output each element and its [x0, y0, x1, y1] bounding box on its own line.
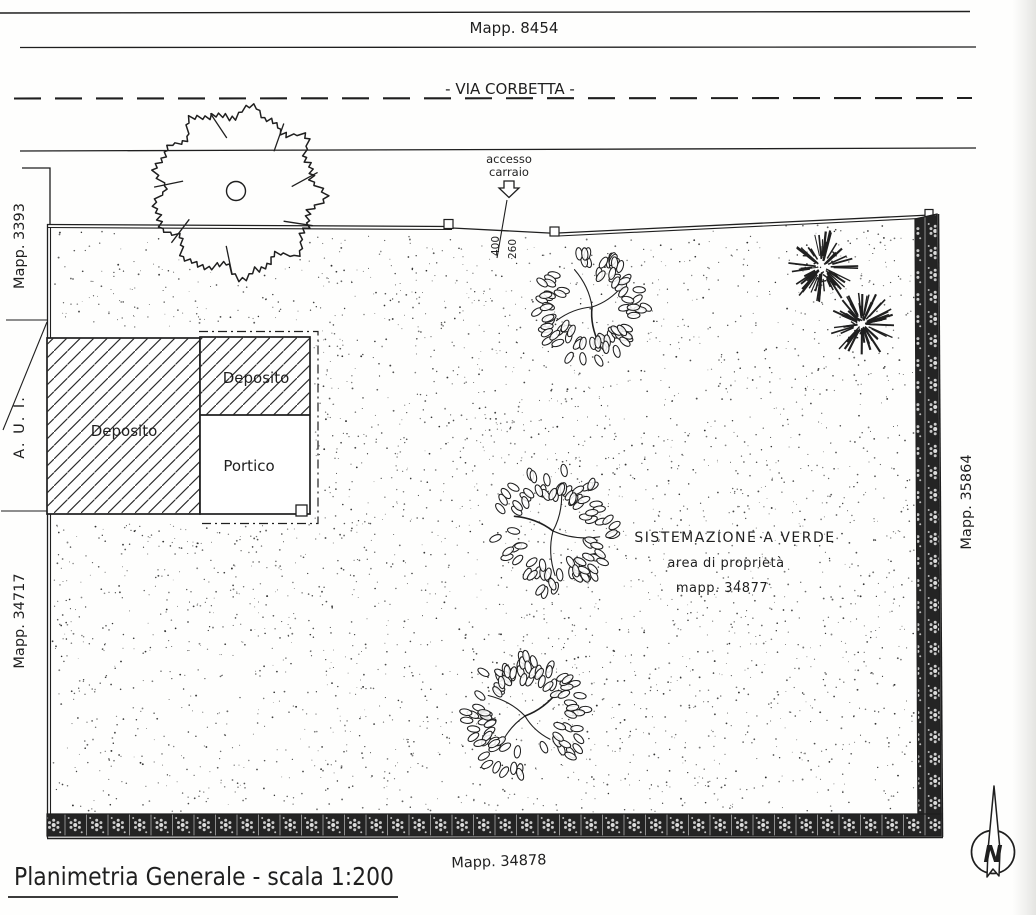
large-tree-trunk — [227, 182, 246, 201]
buildings-group — [47, 332, 318, 524]
access-dim-b: 260 — [507, 238, 519, 260]
portico-corner-detail — [296, 505, 307, 516]
gate-post-left — [444, 220, 453, 229]
parcel-label-top: Mapp. 8454 — [469, 19, 559, 37]
deposito-main-label: Deposito — [90, 422, 158, 440]
scan-edge-shadow — [1012, 0, 1036, 915]
boundary-bottom-outer — [47, 838, 943, 839]
green-area-line1: SISTEMAZIONE A VERDE — [634, 530, 836, 546]
drawing-title: Planimetria Generale - scala 1:200 — [14, 862, 394, 891]
north-letter: N — [983, 842, 1003, 868]
parcel-label-bottom: Mapp. 34878 — [451, 852, 547, 872]
band-line-lower — [20, 47, 976, 48]
hedge-band-right — [915, 214, 941, 835]
hedge-band-bottom — [47, 814, 941, 836]
parcel-label-left-top: Mapp. 3393 — [12, 203, 28, 289]
green-area-line2: area di proprietà — [667, 556, 785, 571]
deposito-upper-label: Deposito — [222, 369, 290, 387]
street-name-label: - VIA CORBETTA - — [445, 80, 575, 98]
parcel-label-aui: A. U. I. — [12, 395, 28, 459]
access-label-line2: carraio — [489, 165, 529, 179]
parcel-label-right: Mapp. 35864 — [959, 454, 975, 550]
green-area-line3: mapp. 34877 — [675, 581, 769, 596]
access-dim-a: 400 — [490, 235, 502, 257]
portico-label: Portico — [223, 457, 275, 475]
gate-post-right — [550, 227, 559, 236]
access-label-line1: accesso — [486, 152, 532, 166]
parcel-label-left-bottom: Mapp. 34717 — [12, 573, 28, 669]
